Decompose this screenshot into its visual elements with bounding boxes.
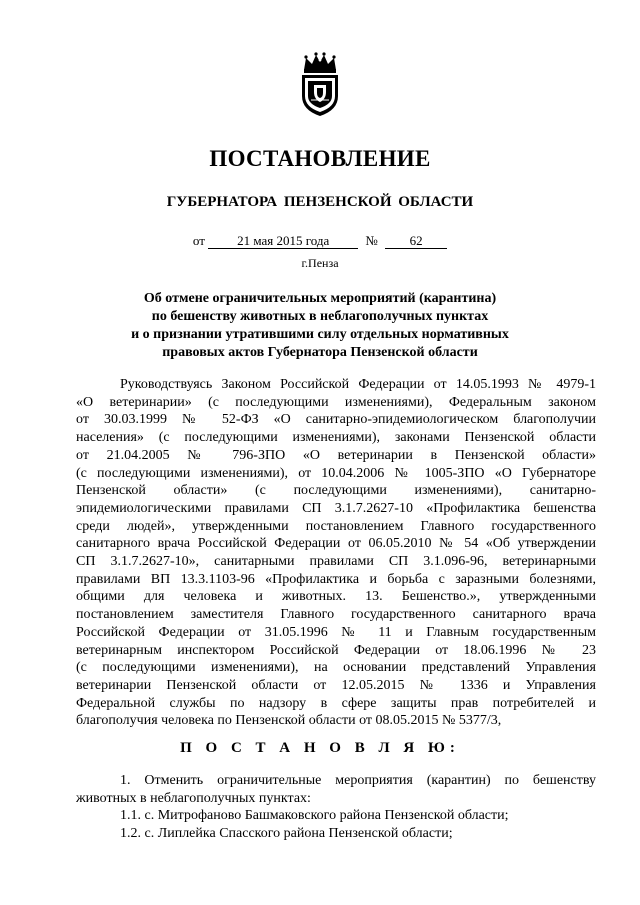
city-line: г.Пенза: [301, 256, 339, 270]
preamble-line: эпидемиологическими правилами СП 3.1.7.2627-10 «Профилактика бешенства: [76, 500, 596, 516]
preamble-line: общими для человека и животных. 13. Бешенство.», утвержденными: [76, 589, 596, 605]
preamble-line: Руководствуясь Законом Российской Федерации от 14.05.1993 № 4979-1: [120, 377, 596, 392]
preamble-line: постановлением заместителя Главного государственного санитарного врача: [76, 607, 596, 623]
decree-items: [76, 772, 596, 843]
document-number: 62: [385, 234, 447, 249]
penza-coat-of-arms-icon: [296, 52, 344, 118]
preamble-line: Федеральной службы по надзору в сфере защиты прав потребителей и: [76, 695, 596, 711]
item-line: 1. Отменить ограничительные мероприятия (карантин) по бешенству: [120, 773, 596, 788]
preamble-line: населения» (с последующими изменениями), законами Пензенской области: [76, 430, 596, 446]
date-prefix: от: [192, 233, 205, 248]
date-number-line: [0, 233, 640, 249]
preamble-line: от 30.03.1999 № 52-ФЗ «О санитарно-эпидемиологическом благополучии: [76, 412, 596, 428]
preamble-line: ветеринарии Пензенской области от 12.05.2015 № 1336 и Управления: [76, 677, 596, 693]
preamble-line: Пензенской области» (с последующими изменениями), санитарно-: [76, 483, 596, 499]
item-line: 1.1. с. Митрофаново Башмаковского района Пензенской области;: [120, 808, 509, 824]
number-prefix: №: [365, 233, 378, 248]
preamble-paragraph: [76, 376, 596, 730]
document-heading: [100, 290, 540, 362]
preamble-line: санитарного врача Российской Федерации от 06.05.2010 № 54 «Об утверждении: [76, 536, 596, 552]
heading-line: правовых актов Губернатора Пензенской области: [162, 345, 478, 360]
document-date: 21 мая 2015 года: [208, 234, 358, 249]
preamble-line: (с последующими изменениями), от 10.04.2006 № 1005-ЗПО «О Губернаторе: [76, 465, 596, 481]
item-line: животных в неблагополучных пунктах:: [76, 790, 311, 806]
heading-line: Об отмене ограничительных мероприятий (карантина): [143, 291, 497, 306]
preamble-line: благополучия человека по Пензенской области от 08.05.2015 № 5377/3,: [76, 713, 502, 729]
preamble-line: правилами ВП 13.3.1103-96 «Профилактика и борьба с заразными болезнями,: [76, 571, 596, 587]
preamble-line: среди людей», утвержденными постановлением Главного государственного: [76, 518, 596, 534]
preamble-line: (с последующими изменениями), на основании представлений Управления: [76, 660, 596, 676]
preamble-line: ветеринарным инспектором Российской Федерации от 18.06.1996 № 23: [76, 642, 596, 658]
document-title: ПОСТАНОВЛЕНИЕ: [209, 146, 431, 171]
preamble-line: от 21.04.2005 № 796-ЗПО «О ветеринарии в Пензенской области»: [76, 447, 596, 463]
preamble-line: Российской Федерации от 31.05.1996 № 11 и Главным государственным: [76, 624, 596, 640]
heading-line: и о признании утратившими силу отдельных нормативных: [131, 327, 509, 342]
item-line: 1.2. с. Липлейка Спасского района Пензенской области;: [120, 826, 453, 842]
preamble-line: «О ветеринарии» (с последующими изменениями), Федеральным законом: [76, 394, 596, 410]
issuer-line: ГУБЕРНАТОРА ПЕНЗЕНСКОЙ ОБЛАСТИ: [166, 194, 474, 210]
decree-heading: П О С Т А Н О В Л Я Ю:: [180, 740, 460, 756]
preamble-line: СП 3.1.7.2627-10», санитарными правилами СП 3.1.096-96, ветеринарными: [76, 554, 596, 570]
heading-line: по бешенству животных в неблагополучных пунктах: [151, 309, 489, 324]
